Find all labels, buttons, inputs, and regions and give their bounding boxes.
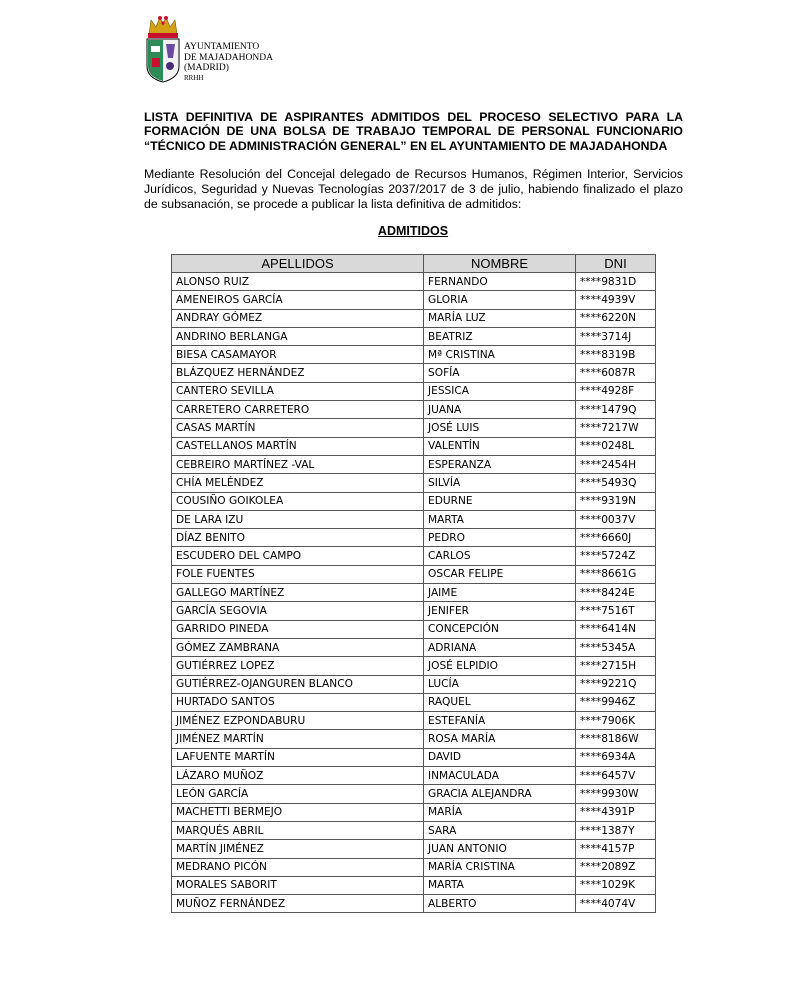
cell-nombre: ESPERANZA [424,455,576,473]
org-line-3: (MADRID) [184,63,229,73]
cell-apellidos: JIMÉNEZ EZPONDABURU [172,712,424,730]
table-row [172,364,656,382]
cell-dni: ****6660J [576,529,656,547]
cell-dni: ****8424E [576,584,656,602]
cell-apellidos: CANTERO SEVILLA [172,382,424,400]
table-row [172,767,656,785]
cell-nombre: JUAN ANTONIO [424,840,576,858]
cell-nombre: ROSA MARÍA [424,730,576,748]
cell-nombre: JAIME [424,584,576,602]
department-label: RRHH [184,73,204,82]
cell-nombre: ADRIANA [424,638,576,656]
cell-nombre: DAVID [424,748,576,766]
cell-apellidos: CHÍA MELÉNDEZ [172,474,424,492]
cell-nombre: JENIFER [424,602,576,620]
table-row [172,565,656,583]
cell-dni: ****7516T [576,602,656,620]
cell-dni: ****1479Q [576,401,656,419]
cell-nombre: CARLOS [424,547,576,565]
cell-dni: ****9946Z [576,693,656,711]
cell-dni: ****4391P [576,803,656,821]
table-row [172,620,656,638]
cell-apellidos: COUSIÑO GOIKOLEA [172,492,424,510]
cell-apellidos: CASAS MARTÍN [172,419,424,437]
cell-nombre: Mª CRISTINA [424,346,576,364]
cell-apellidos: MEDRANO PICÓN [172,858,424,876]
cell-nombre: BEATRIZ [424,327,576,345]
cell-nombre: EDURNE [424,492,576,510]
table-row [172,419,656,437]
cell-dni: ****6457V [576,767,656,785]
cell-apellidos: MORALES SABORIT [172,876,424,894]
table-row [172,858,656,876]
cell-nombre: RAQUEL [424,693,576,711]
cell-nombre: JESSICA [424,382,576,400]
cell-dni: ****6414N [576,620,656,638]
cell-dni: ****4074V [576,895,656,913]
cell-dni: ****5724Z [576,547,656,565]
cell-apellidos: DÍAZ BENITO [172,529,424,547]
cell-dni: ****4157P [576,840,656,858]
cell-apellidos: ALONSO RUIZ [172,273,424,291]
cell-apellidos: GARRIDO PINEDA [172,620,424,638]
cell-apellidos: BIESA CASAMAYOR [172,346,424,364]
cell-apellidos: GUTIÉRREZ-OJANGUREN BLANCO [172,675,424,693]
table-row [172,474,656,492]
table-row [172,840,656,858]
cell-apellidos: ESCUDERO DEL CAMPO [172,547,424,565]
cell-nombre: SOFÍA [424,364,576,382]
cell-dni: ****8319B [576,346,656,364]
table-row [172,401,656,419]
cell-nombre: JOSÉ LUIS [424,419,576,437]
cell-apellidos: DE LARA IZU [172,510,424,528]
admitted-table [171,254,656,913]
cell-dni: ****3714J [576,327,656,345]
table-row [172,675,656,693]
cell-dni: ****2715H [576,657,656,675]
cell-nombre: MARÍA LUZ [424,309,576,327]
table-row [172,693,656,711]
cell-dni: ****4939V [576,291,656,309]
table-row [172,437,656,455]
cell-apellidos: FOLE FUENTES [172,565,424,583]
cell-nombre: ALBERTO [424,895,576,913]
cell-nombre: MARTA [424,510,576,528]
cell-nombre: CONCEPCIÓN [424,620,576,638]
cell-apellidos: GARCÍA SEGOVIA [172,602,424,620]
section-heading: ADMITIDOS [377,224,449,238]
cell-dni: ****7906K [576,712,656,730]
table-row [172,510,656,528]
cell-apellidos: BLÁZQUEZ HERNÁNDEZ [172,364,424,382]
cell-dni: ****9221Q [576,675,656,693]
cell-apellidos: CASTELLANOS MARTÍN [172,437,424,455]
cell-dni: ****1387Y [576,821,656,839]
cell-apellidos: MUÑOZ FERNÁNDEZ [172,895,424,913]
cell-nombre: INMACULADA [424,767,576,785]
cell-apellidos: ANDRAY GÓMEZ [172,309,424,327]
table-row [172,291,656,309]
table-row [172,657,656,675]
table-row [172,895,656,913]
cell-dni: ****0037V [576,510,656,528]
cell-nombre: MARÍA CRISTINA [424,858,576,876]
cell-apellidos: ANDRINO BERLANGA [172,327,424,345]
cell-apellidos: CEBREIRO MARTÍNEZ -VAL [172,455,424,473]
cell-apellidos: GÓMEZ ZAMBRANA [172,638,424,656]
cell-apellidos: MARQUÉS ABRIL [172,821,424,839]
table-row [172,712,656,730]
column-header-dni: DNI [576,255,656,273]
org-line-2: DE MAJADAHONDA [184,52,273,63]
intro-paragraph: Mediante Resolución del Concejal delegado de Recursos Humanos, Régimen Interior, Servicios Jurídicos, Seguridad y Nuevas Tecnologías 2037/2017 de 3 de julio, habiendo finalizado el plazo de subsanación, se procede a publicar la lista definitiva de admitidos: [144,167,683,211]
table-row [172,382,656,400]
table-row [172,327,656,345]
cell-dni: ****2089Z [576,858,656,876]
cell-dni: ****6220N [576,309,656,327]
cell-dni: ****6087R [576,364,656,382]
cell-dni: ****0248L [576,437,656,455]
cell-nombre: SARA [424,821,576,839]
cell-apellidos: HURTADO SANTOS [172,693,424,711]
cell-apellidos: AMENEIROS GARCÍA [172,291,424,309]
organization-name [184,42,273,83]
cell-dni: ****1029K [576,876,656,894]
cell-nombre: PEDRO [424,529,576,547]
cell-apellidos: LÁZARO MUÑOZ [172,767,424,785]
org-line-1: AYUNTAMIENTO [184,42,260,52]
table-row [172,309,656,327]
cell-apellidos: LEÓN GARCÍA [172,785,424,803]
table-row [172,638,656,656]
cell-nombre: JOSÉ ELPIDIO [424,657,576,675]
cell-nombre: GRACIA ALEJANDRA [424,785,576,803]
table-row [172,492,656,510]
cell-nombre: GLORIA [424,291,576,309]
cell-apellidos: LAFUENTE MARTÍN [172,748,424,766]
cell-nombre: FERNANDO [424,273,576,291]
cell-dni: ****4928F [576,382,656,400]
cell-apellidos: JIMÉNEZ MARTÍN [172,730,424,748]
cell-dni: ****6934A [576,748,656,766]
table-row [172,584,656,602]
cell-dni: ****5493Q [576,474,656,492]
table-row [172,803,656,821]
cell-apellidos: MARTÍN JIMÉNEZ [172,840,424,858]
cell-apellidos: GALLEGO MARTÍNEZ [172,584,424,602]
cell-dni: ****2454H [576,455,656,473]
table-body [172,273,656,913]
document-title: LISTA DEFINITIVA DE ASPIRANTES ADMITIDOS DEL PROCESO SELECTIVO PARA LA FORMACIÓN DE UNA BOLSA DE TRABAJO TEMPORAL DE PERSONAL FUNCIONARIO “TÉCNICO DE ADMINISTRACIÓN GENERAL” EN EL AYUNTAMIENTO DE MAJADAHONDA [144,110,683,153]
cell-nombre: VALENTÍN [424,437,576,455]
table-row [172,876,656,894]
cell-dni: ****5345A [576,638,656,656]
cell-apellidos: CARRETERO CARRETERO [172,401,424,419]
table-row [172,730,656,748]
table-row [172,821,656,839]
table-row [172,273,656,291]
cell-nombre: ESTEFANÍA [424,712,576,730]
table-row [172,785,656,803]
table-header-row [172,255,656,273]
cell-nombre: JUANA [424,401,576,419]
cell-dni: ****9319N [576,492,656,510]
cell-apellidos: GUTIÉRREZ LOPEZ [172,657,424,675]
cell-dni: ****8186W [576,730,656,748]
cell-nombre: SILVÍA [424,474,576,492]
cell-dni: ****9930W [576,785,656,803]
coat-of-arms-icon [143,14,183,84]
cell-dni: ****7217W [576,419,656,437]
table-row [172,602,656,620]
cell-dni: ****8661G [576,565,656,583]
cell-nombre: MARTA [424,876,576,894]
cell-nombre: OSCAR FELIPE [424,565,576,583]
cell-dni: ****9831D [576,273,656,291]
table-row [172,547,656,565]
cell-apellidos: MACHETTI BERMEJO [172,803,424,821]
table-row [172,529,656,547]
table-row [172,455,656,473]
table-row [172,346,656,364]
cell-nombre: LUCÍA [424,675,576,693]
column-header-nombre: NOMBRE [424,255,576,273]
cell-nombre: MARÍA [424,803,576,821]
table-row [172,748,656,766]
column-header-apellidos: APELLIDOS [172,255,424,273]
